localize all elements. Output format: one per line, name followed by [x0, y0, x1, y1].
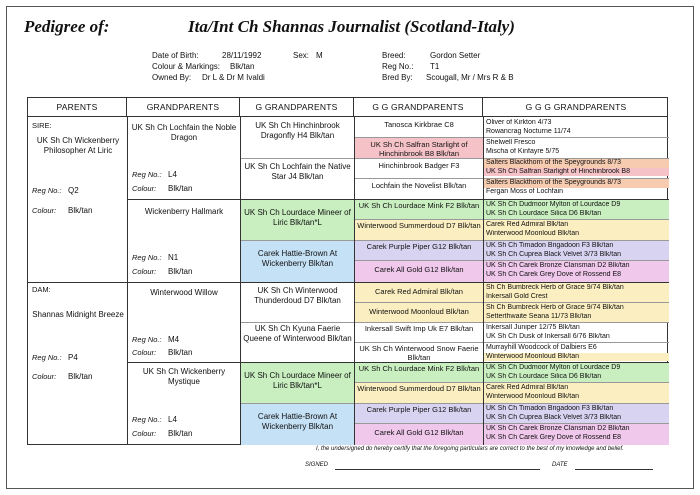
dam-gp1-colour: Blk/tan	[168, 348, 193, 357]
col-g-grandparents: G GRANDPARENTS	[240, 98, 354, 117]
dam-reg-label: Reg No.:	[32, 353, 62, 362]
dam-gp2-name: UK Sh Ch Wickenberry Mystique	[142, 367, 226, 386]
sire-ggggp-pair-3	[484, 159, 669, 179]
reg-label: Reg No.:	[382, 62, 414, 71]
sire-colour-label: Colour:	[32, 206, 57, 215]
dam-gp2-reg: L4	[168, 415, 177, 424]
dam-gp1-colour-label: Colour:	[132, 348, 157, 357]
dam-ggggp-14: UK Sh Ch Cuprea Black Velvet 3/73 Blk/tan	[486, 413, 622, 421]
sire-gp2-reg: N1	[168, 253, 179, 262]
dam-ggggp-15: UK Sh Ch Carek Bronze Clansman D2 Blk/tan	[486, 425, 630, 432]
dam-gggp-2: Winterwood Moonloud Blk/tan	[355, 303, 483, 323]
pedigree-table	[27, 97, 668, 445]
sire-ggggp-pair-2	[484, 138, 669, 159]
dam-ggggp-pair-4	[484, 343, 669, 362]
dam-ggggp-8: Winterwood Moonloud Blk/tan	[484, 353, 669, 362]
sire-gp2-name: Wickenberry Hallmark	[144, 207, 224, 216]
sire-ggp-1: UK Sh Ch Hinchinbrook Dragonfly H4 Blk/tan	[241, 118, 354, 159]
breed-label: Breed:	[382, 51, 406, 60]
sire-ggp-2: UK Sh Ch Lochfain the Native Star J4 Blk/tan	[244, 162, 351, 181]
dam-ggggp-6: UK Sh Ch Dusk of Inkersall 6/76 Blk/tan	[486, 332, 610, 340]
sire-ggggp-pair-7	[484, 241, 669, 261]
sire-ggggp-10: UK Sh Ch Lourdace Silica D6 Blk/tan	[486, 209, 602, 217]
dam-ggggp-4: Setterthwaite Seana 11/73 Blk/tan	[486, 312, 592, 320]
dam-ggp-1: UK Sh Ch Winterwood Thunderdoud D7 Blk/tan	[241, 283, 354, 323]
dam-ggggp-5: Inkersall Juniper 12/75 Blk/tan	[486, 324, 580, 331]
dam-colour-label: Colour:	[32, 372, 57, 381]
dam-gggp-6: Winterwood Summerdoud D7 Blk/tan	[355, 383, 483, 404]
dam-name: Shannas Midnight Breeze	[32, 310, 124, 319]
dam-gggp-3: Inkersall Swift Imp Uk E7 Blk/tan	[355, 323, 483, 343]
colour-value: Blk/tan	[230, 62, 255, 71]
sire-ggggp-pair-6	[484, 220, 669, 241]
sire-ggggp-8: Fergan Moss of Lochfain	[486, 187, 564, 195]
bred-value: Scougall, Mr / Mrs R & B	[426, 73, 514, 82]
sire-ggggp-1: Oliver of Kirkton 4/73	[486, 119, 552, 126]
dam-ggggp-10: UK Sh Ch Lourdace Silica D6 Blk/tan	[486, 372, 602, 380]
col-ggg-grandparents: G G G GRANDPARENTS	[525, 102, 627, 112]
dam-ggp-2: UK Sh Ch Kyuna Faerie Queene of Winterwood Blk/tan	[243, 324, 352, 343]
dam-reg: P4	[68, 353, 78, 362]
reg-value: T1	[430, 62, 440, 71]
breed-value: Gordon Setter	[430, 51, 481, 60]
sire-gggp-7: Carek Purple Piper G12 Blk/tan	[355, 241, 483, 261]
sire-ggggp-12: Winterwood Moonloud Blk/tan	[486, 229, 579, 237]
dam-gp2-reg-label: Reg No.:	[132, 415, 162, 424]
sire-ggggp-3: Shelwell Fresco	[486, 139, 536, 146]
sire-ggggp-pair-5	[484, 200, 669, 220]
dam-ggggp-9: UK Sh Ch Dudmoor Mylton of Lourdace D9	[486, 364, 621, 371]
sire-gggp-8: Carek All Gold G12 Blk/tan	[355, 261, 483, 282]
dam-gp1-reg: M4	[168, 335, 180, 344]
dam-gp1-name: Winterwood Willow	[150, 288, 218, 297]
sire-ggggp-pair-4	[484, 179, 669, 199]
sire-ggggp-7: Salters Blackthorn of the Speygrounds 8/73	[484, 179, 669, 188]
owned-value: Dr L & Dr M Ivaldi	[202, 73, 265, 82]
sire-role: SIRE:	[32, 121, 52, 130]
dam-ggggp-pair-3	[484, 323, 669, 343]
sire-ggggp-13: UK Sh Ch Timadon Brigadoon F3 Blk/tan	[486, 242, 614, 249]
sire-colour: Blk/tan	[68, 206, 93, 215]
dam-gggp-1: Carek Red Admiral Blk/tan	[355, 283, 483, 303]
owned-label: Owned By:	[152, 73, 192, 82]
dam-ggggp-12: Winterwood Moonloud Blk/tan	[486, 392, 579, 400]
sire-gggp-2: UK Sh Ch Salfran Starlight of Hinchinbrook B8 Blk/tan	[355, 138, 483, 159]
sire-ggggp-11: Carek Red Admiral Blk/tan	[486, 221, 569, 228]
sire-gp2-colour: Blk/tan	[168, 267, 193, 276]
sire-reg: Q2	[68, 186, 79, 195]
dam-ggggp-13: UK Sh Ch Timadon Brigadoon F3 Blk/tan	[486, 405, 614, 412]
dam-gp1-reg-label: Reg No.:	[132, 335, 162, 344]
dam-colour: Blk/tan	[68, 372, 93, 381]
pedigree-label: Pedigree of:	[24, 17, 110, 36]
bred-label: Bred By:	[382, 73, 413, 82]
dob-value: 28/11/1992	[222, 51, 262, 60]
dam-gp2-colour: Blk/tan	[168, 429, 193, 438]
sire-name: UK Sh Ch Wickenberry Philosopher At Liric	[36, 136, 120, 155]
dam-ggggp-pair-6	[484, 383, 669, 404]
divider	[127, 117, 128, 444]
sire-ggggp-5: Salters Blackthorn of the Speygrounds 8/73	[484, 159, 669, 168]
header-row	[28, 98, 667, 117]
sire-gggp-3: Hinchinbrook Badger F3	[355, 159, 483, 179]
sire-gp1-reg-label: Reg No.:	[132, 170, 162, 179]
dam-ggp-4: Carek Hattie-Brown At Wickenberry Blk/tan	[241, 404, 354, 445]
sire-ggggp-9: UK Sh Ch Dudmoor Mylton of Lourdace D9	[486, 201, 621, 208]
dam-ggggp-pair-5	[484, 363, 669, 383]
dam-ggggp-2: Inkersall Gold Crest	[486, 292, 548, 300]
signature-line	[335, 469, 540, 470]
dam-ggggp-pair-2	[484, 303, 669, 323]
signed-label: SIGNED	[305, 462, 329, 468]
dam-gggp-7: Carek Purple Piper G12 Blk/tan	[355, 404, 483, 424]
sire-gggp-6: Winterwood Summerdoud D7 Blk/tan	[355, 220, 483, 241]
dam-ggggp-3: Sh Ch Bumbreck Herb of Grace 9/74 Blk/tan	[486, 304, 624, 311]
dam-ggggp-pair-8	[484, 424, 669, 445]
sire-ggggp-14: UK Sh Ch Cuprea Black Velvet 3/73 Blk/tan	[486, 250, 622, 258]
sire-ggp-3: UK Sh Ch Lourdace Mineer of Liric Blk/tan*L	[241, 200, 354, 241]
col-parents: PARENTS	[28, 98, 127, 117]
sire-ggp-4: Carek Hattie-Brown At Wickenberry Blk/tan	[241, 241, 354, 282]
sire-gp1-colour: Blk/tan	[168, 184, 193, 193]
sire-gggp-4: Lochfain the Novelist Blk/tan	[371, 181, 467, 190]
sire-ggggp-15: UK Sh Ch Carek Bronze Clansman D2 Blk/tan	[486, 262, 630, 269]
dam-gggp-4: UK Sh Ch Winterwood Snow Faerie Blk/tan	[359, 344, 479, 362]
sire-gggp-5: UK Sh Ch Lourdace Mink F2 Blk/tan	[355, 200, 483, 220]
dam-ggggp-16: UK Sh Ch Carek Grey Dove of Rossend E8	[486, 433, 622, 441]
dam-ggggp-7: Murrayhill Woodcock of Dalbiers E6	[486, 344, 597, 351]
dam-ggggp-pair-7	[484, 404, 669, 424]
sire-gggp-1: Tanosca Kirkbrae C8	[355, 118, 483, 138]
dob-label: Date of Birth:	[152, 51, 199, 60]
sire-ggggp-16: UK Sh Ch Carek Grey Dove of Rossend E8	[486, 270, 622, 278]
sire-ggggp-6: UK Sh Ch Salfran Starlight of Hinchinbrook B8	[484, 168, 669, 177]
sire-gp2-colour-label: Colour:	[132, 267, 157, 276]
certification-text: I, the undersigned do hereby certify that the foregoing particulars are correct to the best of my knowledge and belief.	[316, 446, 624, 452]
sire-gp1-name: UK Sh Ch Lochfain the Noble Dragon	[131, 123, 237, 142]
date-label: DATE	[552, 462, 568, 468]
col-gg-grandparents: G G GRANDPARENTS	[354, 98, 483, 117]
dam-gp2-colour-label: Colour:	[132, 429, 157, 438]
sire-ggggp-pair-1	[484, 118, 669, 138]
col-grandparents: GRANDPARENTS	[127, 98, 240, 117]
sire-ggggp-pair-8	[484, 261, 669, 282]
sire-gp1-reg: L4	[168, 170, 177, 179]
dam-ggp-3: UK Sh Ch Lourdace Mineer of Liric Blk/tan*L	[241, 363, 354, 404]
date-line	[575, 469, 653, 470]
dam-role: DAM:	[32, 285, 51, 294]
dam-ggggp-pair-1	[484, 283, 669, 303]
dog-title: Ita/Int Ch Shannas Journalist (Scotland-Italy)	[188, 17, 515, 36]
dam-ggggp-1: Sh Ch Bumbreck Herb of Grace 9/74 Blk/tan	[486, 284, 624, 291]
dam-ggggp-11: Carek Red Admiral Blk/tan	[486, 384, 569, 391]
sire-ggggp-4: Mischa of Kinfayre 5/75	[486, 147, 560, 155]
colour-label: Colour & Markings:	[152, 62, 221, 71]
sex-value: M	[316, 51, 323, 60]
sire-ggggp-2: Rowancrag Nocturne 11/74	[486, 127, 571, 135]
dam-gggp-8: Carek All Gold G12 Blk/tan	[355, 424, 483, 445]
sire-gp1-colour-label: Colour:	[132, 184, 157, 193]
dam-gggp-5: UK Sh Ch Lourdace Mink F2 Blk/tan	[355, 363, 483, 383]
sire-gp2-reg-label: Reg No.:	[132, 253, 162, 262]
sire-reg-label: Reg No.:	[32, 186, 62, 195]
sex-label: Sex:	[293, 51, 310, 60]
